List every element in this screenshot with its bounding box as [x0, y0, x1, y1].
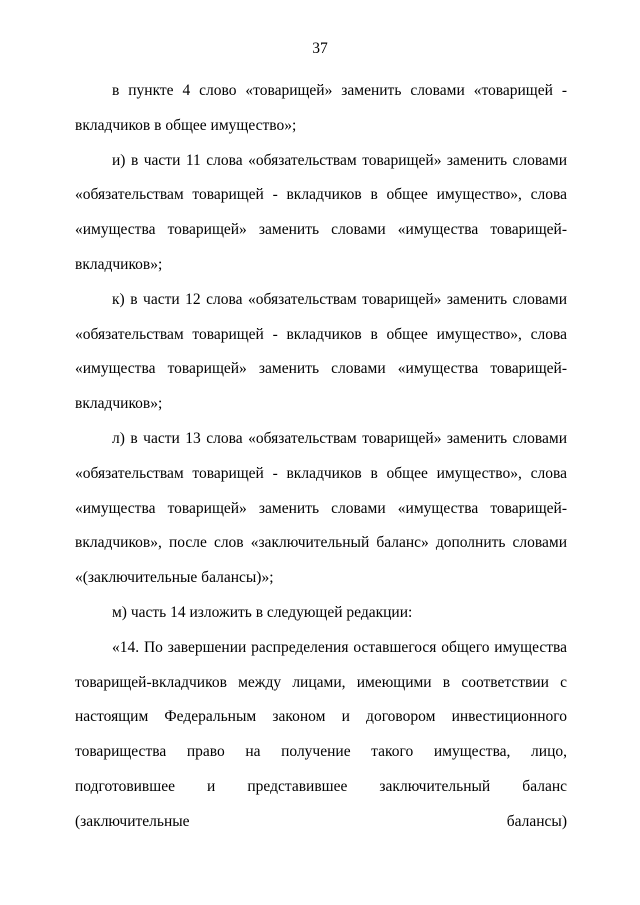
paragraph-item-4: в пункте 4 слово «товарищей» заменить словами «товарищей - вкладчиков в общее имущество»;: [75, 82, 567, 134]
paragraph-part-14: «14. По завершении распределения оставшегося общего имущества товарищей-вкладчиков между лицами, имеющими в соответствии с настоящим Федеральным законом и договором инвестиционного товарищества право на получение такого имущества, лицо, подготовившее и представившее заключительный баланс (заключительные балансы): [75, 638, 567, 830]
paragraph-item-l: л) в части 13 слова «обязательствам товарищей» заменить словами «обязательствам товарищей - вкладчиков в общее имущество», слова «имущества товарищей» заменить словами «имущества товарищей-вкладчиков», после слов «заключительный баланс» дополнить словами «(заключительные балансы)»;: [75, 429, 567, 587]
document-body: [75, 74, 567, 840]
paragraph-item-k: к) в части 12 слова «обязательствам товарищей» заменить словами «обязательствам товарищей - вкладчиков в общее имущество», слова «имущества товарищей» заменить словами «имущества товарищей-вкладчиков»;: [75, 290, 567, 413]
paragraph-item-m: м) часть 14 изложить в следующей редакции:: [112, 603, 413, 621]
page-number: 37: [312, 40, 328, 57]
paragraph-item-i: и) в части 11 слова «обязательствам товарищей» заменить словами «обязательствам товарищей - вкладчиков в общее имущество», слова «имущества товарищей» заменить словами «имущества товарищей-вкладчиков»;: [75, 151, 567, 273]
